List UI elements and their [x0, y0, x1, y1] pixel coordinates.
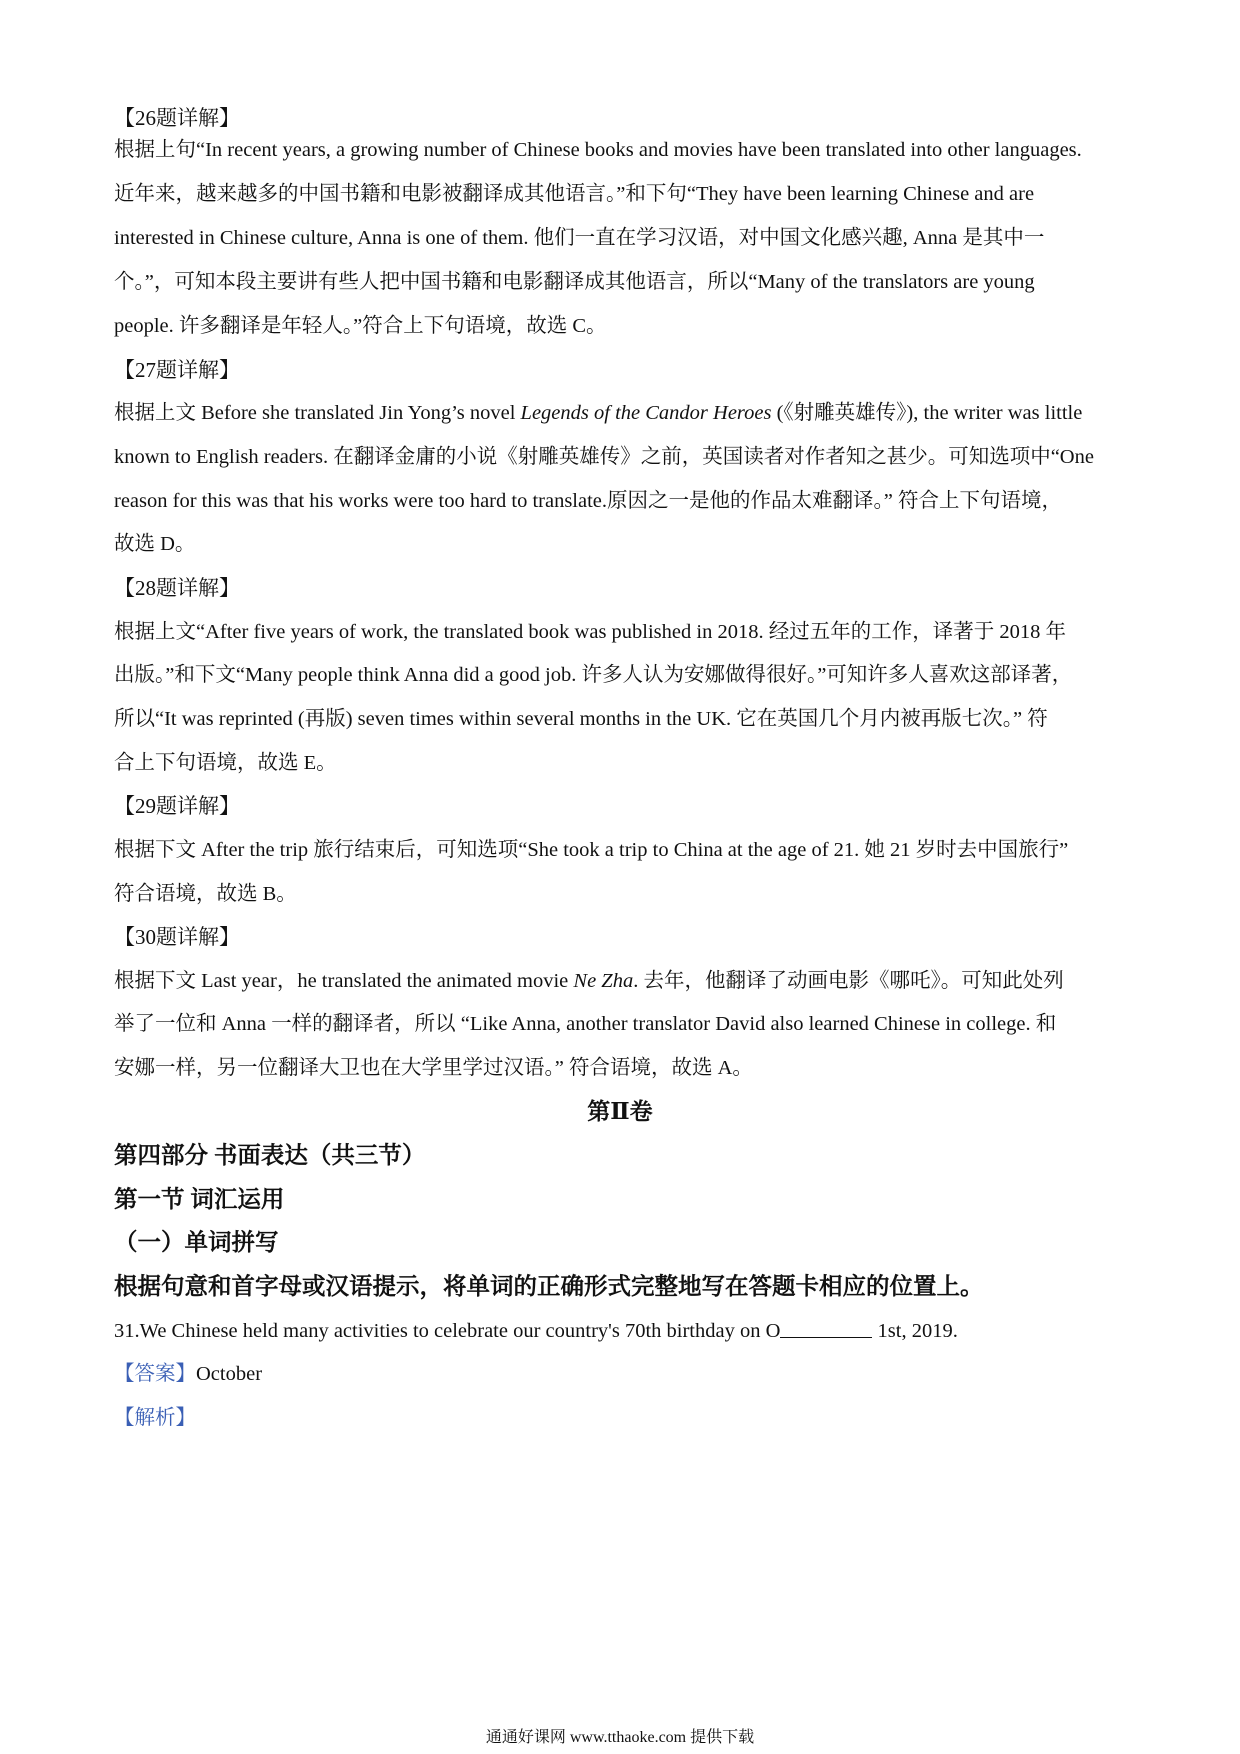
q30-line-1-pre: 根据下文 Last year，he translated the animated movie — [114, 970, 574, 992]
part-heading: 第四部分 书面表达（共三节） — [114, 1143, 426, 1169]
q31-question-pre: 31.We Chinese held many activities to celebrate our country's 70th birthday on O — [114, 1320, 781, 1342]
q28-line-4: 合上下句语境，故选 E。 — [114, 752, 337, 774]
q26-line-4: 个。”，可知本段主要讲有些人把中国书籍和电影翻译成其他语言，所以“Many of the translators are young — [114, 271, 1035, 293]
q30-line-3: 安娜一样，另一位翻译大卫也在大学里学过汉语。” 符合语境，故选 A。 — [114, 1057, 753, 1079]
q26-title: 【26题详解】 — [114, 106, 240, 130]
q27-line-3: reason for this was that his works were too hard to translate.原因之一是他的作品太难翻译。” 符合上下句语境， — [114, 490, 1062, 512]
q28-title: 【28题详解】 — [114, 576, 240, 600]
subsection-heading: 第一节 词汇运用 — [114, 1187, 285, 1213]
answer-blank — [780, 1319, 872, 1338]
volume-title: 第Ⅱ卷 — [587, 1099, 653, 1124]
q28-line-1: 根据上文“After five years of work, the translated book was published in 2018. 经过五年的工作，译著于 2018 年 — [114, 621, 1066, 643]
q29-title: 【29题详解】 — [114, 794, 240, 818]
q26-line-2: 近年来，越来越多的中国书籍和电影被翻译成其他语言。”和下句“They have been learning Chinese and are — [114, 183, 1035, 205]
q30-line-1-post: . 去年，他翻译了动画电影《哪吒》。可知此处列 — [633, 970, 1064, 992]
q30-title: 【30题详解】 — [114, 925, 240, 949]
q27-line-1-pre: 根据上文 Before she translated Jin Yong’s novel — [114, 402, 521, 424]
q27-line-4: 故选 D。 — [114, 533, 196, 555]
q30-line-2: 举了一位和 Anna 一样的翻译者，所以 “Like Anna, another translator David also learned Chinese in college. 和 — [114, 1013, 1057, 1035]
q27-line-1 — [114, 398, 1130, 428]
q29-line-2: 符合语境，故选 B。 — [114, 883, 297, 905]
analysis-label: 【解析】 — [114, 1407, 196, 1429]
q28-line-3: 所以“It was reprinted (再版) seven times within several months in the UK. 它在英国几个月内被再版七次。” 符 — [114, 708, 1048, 730]
q27-title: 【27题详解】 — [114, 358, 240, 382]
q26-line-1: 根据上句“In recent years, a growing number of Chinese books and movies have been translated into other languages. — [114, 139, 1082, 161]
q27-line-1-post: (《射雕英雄传》), the writer was little — [771, 402, 1083, 424]
answer-label: 【答案】 — [114, 1363, 196, 1385]
answer-text: October — [196, 1363, 263, 1385]
footer-credit: 通通好课网 www.tthaoke.com 提供下载 — [485, 1729, 755, 1746]
q28-line-2: 出版。”和下文“Many people think Anna did a good job. 许多人认为安娜做得很好。”可知许多人喜欢这部译著， — [114, 664, 1073, 686]
q26-line-5: people. 许多翻译是年轻人。”符合上下句语境，故选 C。 — [114, 315, 607, 337]
q31-question-post: 1st, 2019. — [872, 1320, 958, 1342]
q29-line-1: 根据下文 After the trip 旅行结束后，可知选项“She took a trip to China at the age of 21. 她 21 岁时去中国旅行” — [114, 839, 1069, 861]
q27-novel-title: Legends of the Candor Heroes — [520, 402, 772, 424]
q31-answer — [114, 1359, 1130, 1389]
instruction: 根据句意和首字母或汉语提示，将单词的正确形式完整地写在答题卡相应的位置上。 — [114, 1274, 984, 1300]
q27-line-2: known to English readers. 在翻译金庸的小说《射雕英雄传》之前，英国读者对作者知之甚少。可知选项中“One — [114, 446, 1094, 468]
q30-movie-title: Ne Zha — [573, 970, 634, 992]
q26-line-3: interested in Chinese culture, Anna is one of them. 他们一直在学习汉语，对中国文化感兴趣, Anna 是其中一 — [114, 227, 1045, 249]
q31-question — [114, 1316, 1130, 1346]
q30-line-1 — [114, 966, 1130, 996]
item-heading: （一）单词拼写 — [114, 1230, 279, 1256]
